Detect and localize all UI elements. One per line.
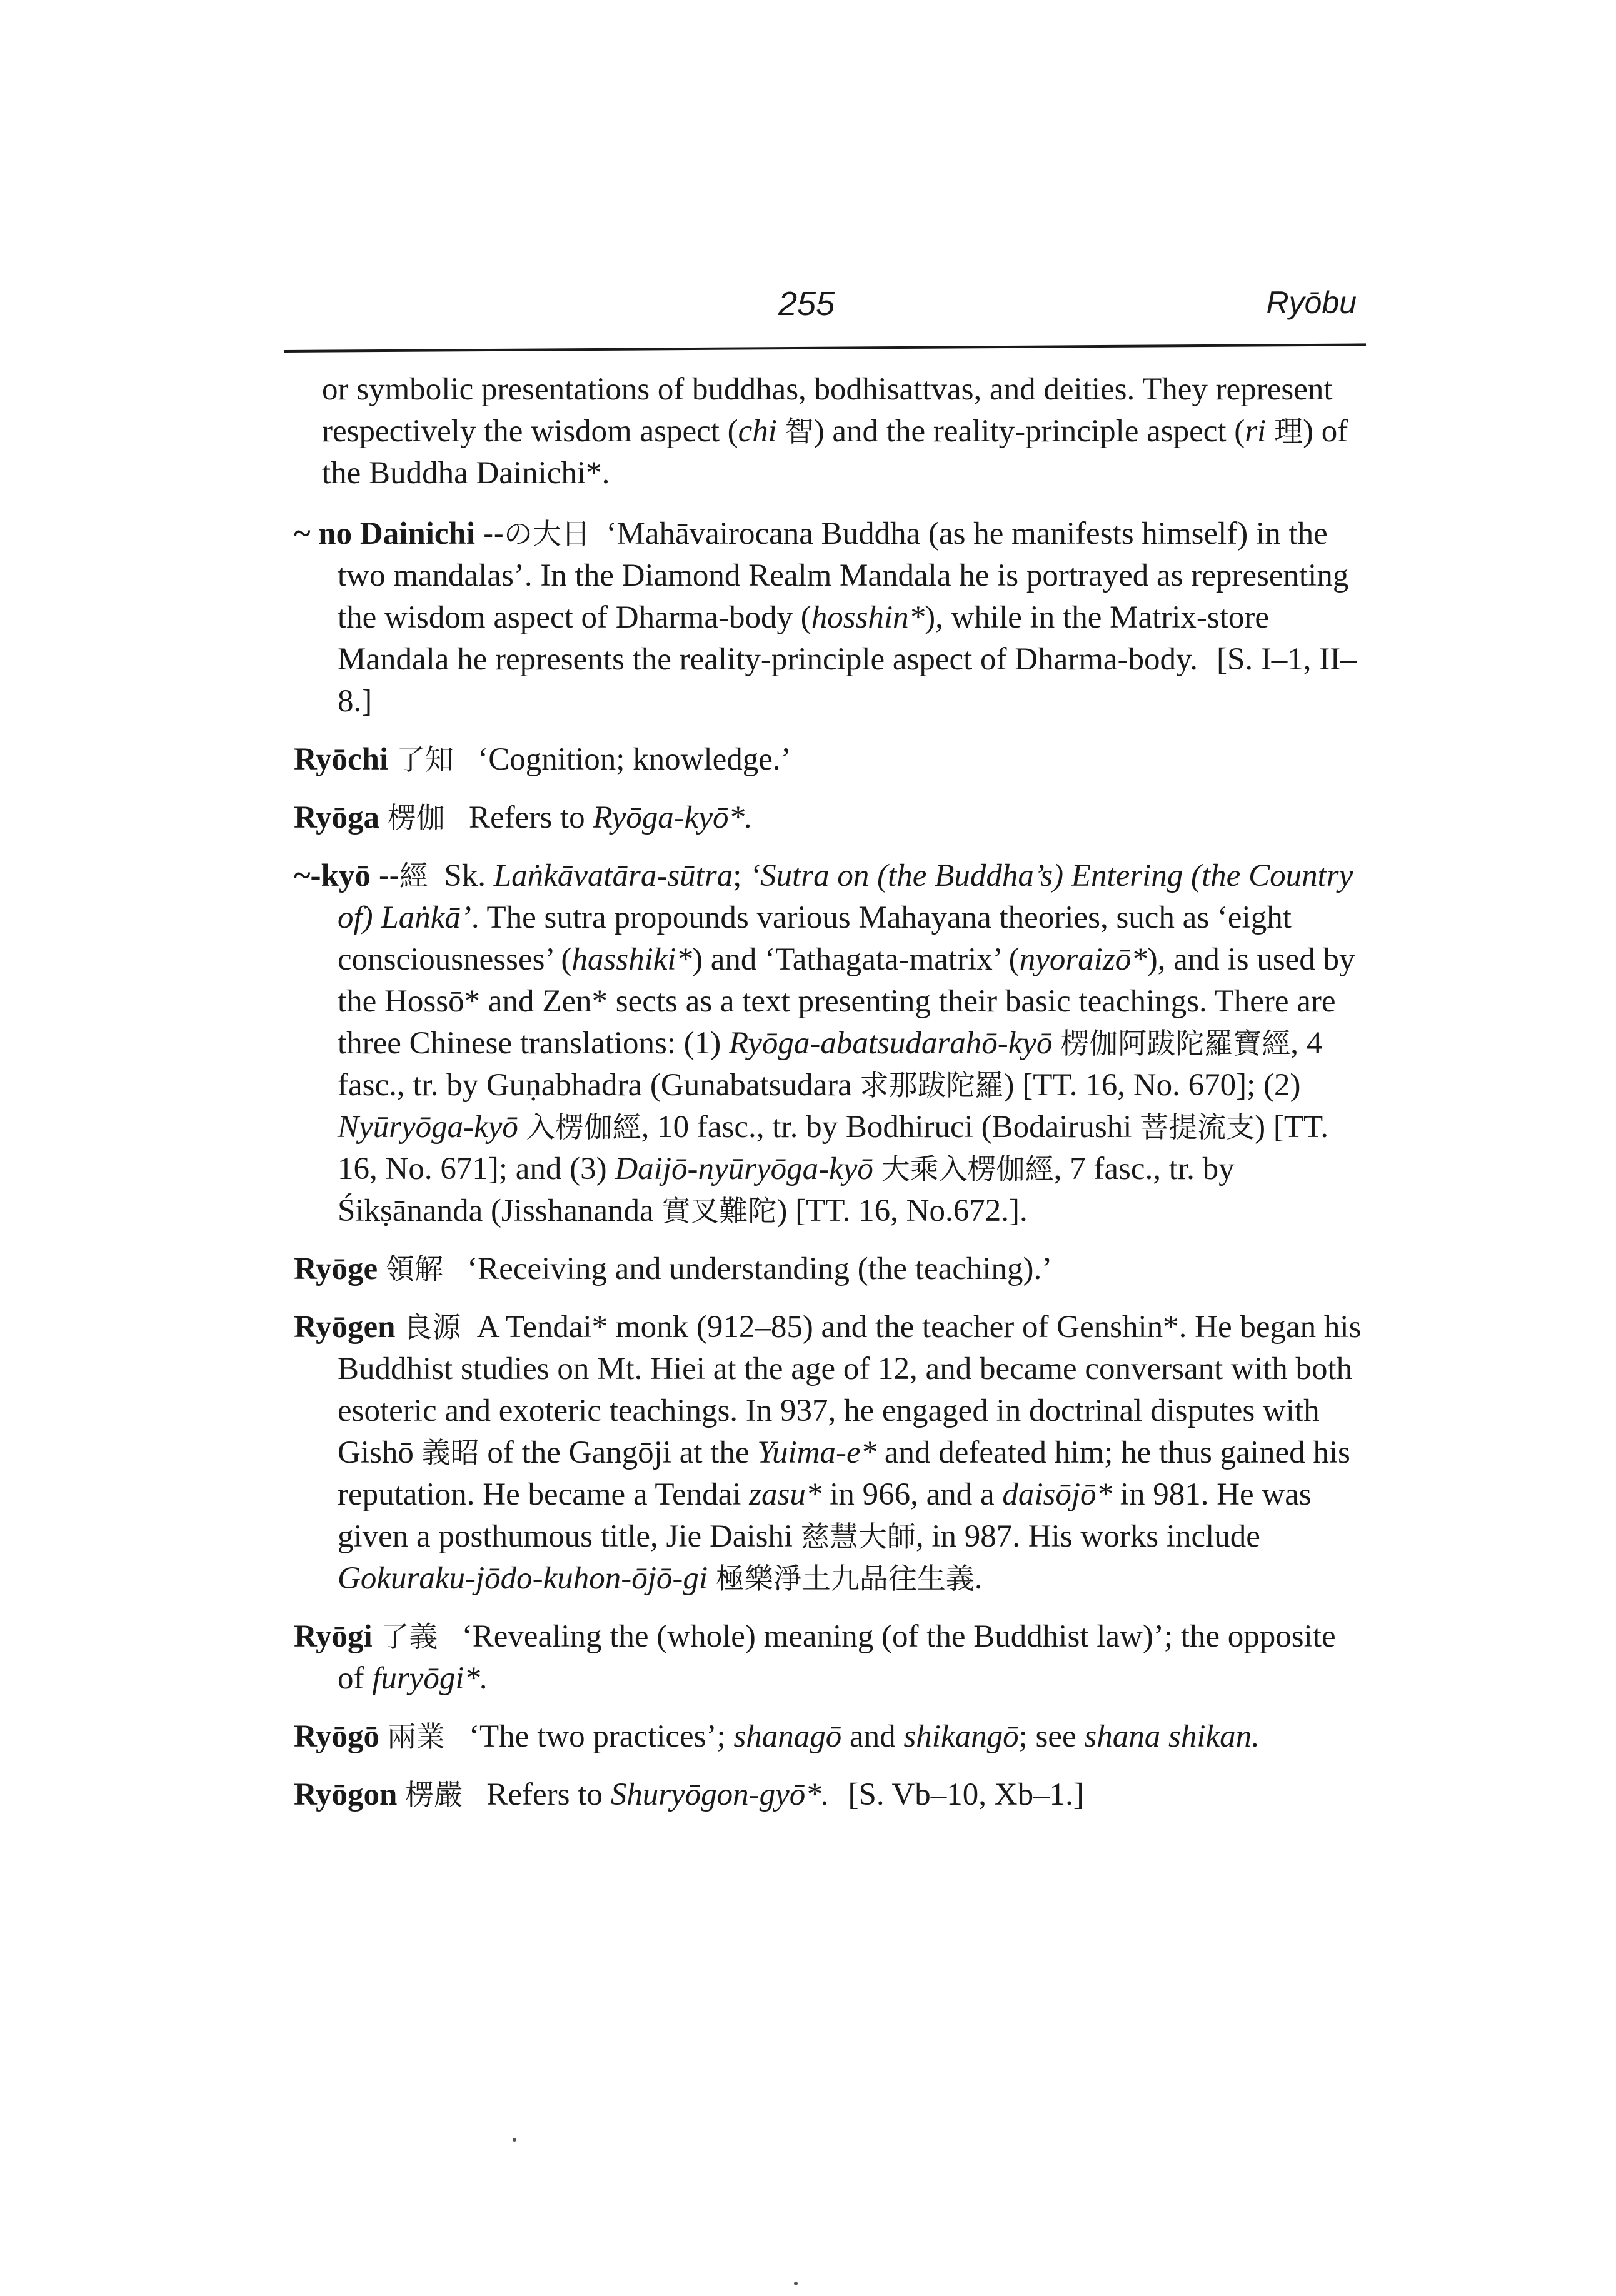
continuation-paragraph: or symbolic presentations of buddhas, bodhisattvas, and deities. They represent respectively the wisdom aspect (chi 智) and the reality-principle aspect (ri 理) of the Buddha Dainichi*.	[322, 372, 1348, 491]
headword: Ryōgō	[294, 1719, 380, 1754]
scan-speck	[513, 2138, 516, 2142]
headword: Ryōchi	[294, 742, 389, 777]
reference: [S. Vb–10, Xb–1.]	[848, 1777, 1084, 1812]
scan-speck	[794, 2282, 798, 2285]
page-header	[284, 284, 1369, 353]
entry-ryogi: Ryōgi 了義 ‘Revealing the (whole) meaning (of the Buddhist law)’; the opposite of furyōgi*.	[294, 1619, 1336, 1696]
headword: Ryōgon	[294, 1777, 398, 1812]
entry-ryoga: Ryōga 楞伽 Refers to Ryōga-kyō*.	[294, 800, 753, 835]
headword: Ryōga	[294, 800, 380, 835]
reference: [S. I–1, II–8.]	[338, 642, 1357, 719]
entry-ryogo: Ryōgō 兩業 ‘The two practices’; shanagō and shikangō; see shana shikan.	[294, 1719, 1260, 1754]
entry-ryogon: Ryōgon 楞嚴 Refers to Shuryōgon-gyō*. [S. Vb–10, Xb–1.]	[294, 1777, 1084, 1812]
headword: Ryōge	[294, 1251, 378, 1286]
dictionary-body	[294, 369, 1369, 1832]
running-head: Ryōbu	[1266, 285, 1357, 320]
page-number: 255	[778, 285, 835, 323]
entry-ryoga-kyo: ~-kyō --經 Sk. Laṅkāvatāra-sūtra; ‘Sutra on (the Buddha’s) Entering (the Country of) Laṅkā’. The sutra propounds various Mahayana theories, such as ‘eight consciousnesses’ (hasshiki*) and ‘Tathagata-matrix’ (nyoraizō*), and is used by the Hossō* and Zen* sects as a text presenting their basic teachings. There are three Chinese translations: (1) Ryōga-abatsudarahō-kyō 楞伽阿跋陀羅寶經, 4 fasc., tr. by Guṇabhadra (Gunabatsudara 求那跋陀羅) [TT. 16, No. 670]; (2) Nyūryōga-kyō 入楞伽經, 10 fasc., tr. by Bodhiruci (Bodairushi 菩提流支) [TT. 16, No. 671]; and (3) Daijō-nyūryōga-kyō 大乘入楞伽經, 7 fasc., tr. by Śikṣānanda (Jisshananda 實叉難陀) [TT. 16, No.672.].	[294, 858, 1355, 1228]
entry-no-dainichi: ~ no Dainichi --の大日 ‘Mahāvairocana Buddha (as he manifests himself) in the two mandalas’. In the Diamond Realm Mandala he is portrayed as representing the wisdom aspect of Dharma-body (hosshin*), while in the Matrix-store Mandala he represents the reality-principle aspect of Dharma-body. [S. I–1, II–8.]	[294, 516, 1357, 719]
entry-ryochi: Ryōchi 了知 ‘Cognition; knowledge.’	[294, 742, 791, 777]
headword: Ryōgen	[294, 1310, 396, 1345]
headword: ~ no Dainichi	[294, 516, 476, 551]
entry-ryogen: Ryōgen 良源 A Tendai* monk (912–85) and the teacher of Genshin*. He began his Buddhist studies on Mt. Hiei at the age of 12, and became conversant with both esoteric and exoteric teachings. In 937, he engaged in doctrinal disputes with Gishō 義昭 of the Gangōji at the Yuima-e* and defeated him; he thus gained his reputation. He became a Tendai zasu* in 966, and a daisōjō* in 981. He was given a posthumous title, Jie Daishi 慈慧大師, in 987. His works include Gokuraku-jōdo-kuhon-ōjō-gi 極樂淨土九品往生義.	[294, 1310, 1362, 1596]
entry-ryoge: Ryōge 領解 ‘Receiving and understanding (the teaching).’	[294, 1251, 1053, 1286]
headword: ~-kyō	[294, 858, 371, 893]
headword: Ryōgi	[294, 1619, 373, 1654]
